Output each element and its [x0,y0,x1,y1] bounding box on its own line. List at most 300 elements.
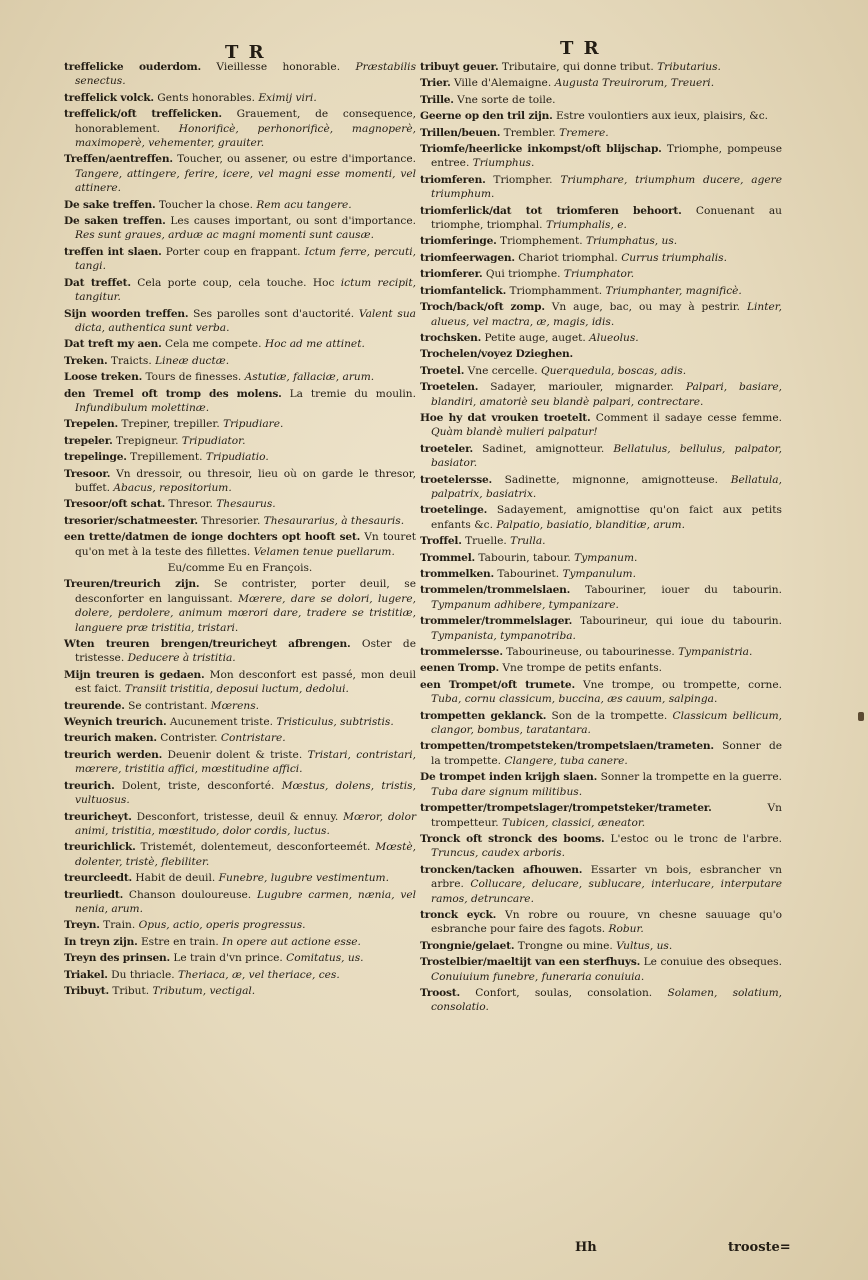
entry-latin: Velamen tenue puellarum. [253,545,395,558]
entry-french: La tremie du moulin. [289,387,416,400]
entry-french: Eu/comme Eu en François. [167,562,313,574]
entry-latin: Clangere, tuba canere. [504,754,628,767]
entry-headword: triomfeerwagen. [420,251,515,264]
entry-french: Triomphamment. [509,284,603,297]
entry-french: Chanson douloureuse. [128,888,252,901]
entry-french: Comment il sadaye cesse femme. [595,411,782,424]
entry-headword: De saken treffen. [64,215,166,228]
entry-headword: Mijn treuren is gedaen. [64,668,205,681]
entry-latin: Robur. [608,923,644,936]
dictionary-entry [420,863,782,906]
entry-headword: treurich maken. [64,732,157,745]
entry-latin: Infundibulum molettinæ. [75,401,210,414]
entry-latin: Tristiculus, subtristis. [276,716,394,729]
entry-headword: Dat treft my aen. [64,338,162,351]
entry-headword: troetelersse. [420,473,493,486]
dictionary-entry [64,968,416,982]
entry-french: Truelle. [465,535,507,548]
entry-latin: Alueolus. [589,331,639,344]
entry-headword: treuricheyt. [64,810,132,823]
entry-french: Confort, soulas, consolation. [475,986,653,999]
dictionary-entry [64,871,416,885]
entry-headword: trepeler. [64,434,113,447]
dictionary-entry [420,93,782,107]
entry-headword: troncken/tacken afhouwen. [420,863,583,876]
entry-french: Trongne ou mine. [517,939,613,952]
entry-headword: De sake treffen. [64,198,156,211]
dictionary-entry [64,354,416,368]
dictionary-entry [420,939,782,953]
entry-latin: Triumphanter, magnificè. [605,284,742,297]
entry-headword: tribuyt geuer. [420,61,499,73]
entry-headword: Treffen/aentreffen. [64,153,173,166]
entry-headword: Troost. [420,986,460,999]
entry-french: Son de la trompette. [551,709,668,722]
entry-latin: Lugubre carmen, nænia, vel nenia, arum. [75,888,416,915]
entry-french: Gents honorables. [157,91,255,104]
entry-french: Vne sorte de toile. [457,93,556,106]
entry-latin: Mœstus, dolens, tristis, vultuosus. [75,779,416,807]
entry-headword: triomfantelick. [420,284,507,297]
entry-headword: Geerne op den tril zijn. [420,110,553,123]
entry-french: Train. [103,919,136,932]
entry-french: Ses parolles sont d'auctorité. [193,307,355,320]
entry-headword: trommelken. [420,568,494,580]
entry-headword: Weynich treurich. [64,716,167,729]
dictionary-entry [420,364,782,378]
entry-french: Oster de tristesse. [75,638,416,665]
dictionary-entry [420,267,782,281]
entry-french: Les causes important, ou sont d'importance. [170,215,416,228]
entry-french: Toucher la chose. [158,198,254,211]
entry-french: Sadinet, amignotteur. [482,442,605,455]
entry-french: Cela me compete. [165,338,262,351]
entry-headword: triomferer. [420,268,483,281]
dictionary-entry [64,387,416,416]
entry-latin: Tympanulum. [562,568,636,580]
dictionary-entry [64,888,416,917]
entry-headword: triomferlick/dat tot triomferen behoort. [420,204,682,217]
entry-french: Aucunement triste. [169,716,273,729]
entry-latin: Astutiæ, fallaciæ, arum. [244,371,375,384]
entry-latin: Tubicen, classici, æneator. [502,816,646,829]
entry-french: Sadinette, mignonne, amignotteuse. [504,473,719,486]
signature-mark: Hh [575,1240,597,1255]
entry-latin: Classicum bellicum, clangor, bombus, taratantara. [431,709,783,737]
entry-latin: Contristare. [220,732,286,745]
dictionary-entry [64,810,416,839]
dictionary-entry [420,142,782,171]
entry-headword: Triomfe/heerlicke inkompst/oft blijschap. [420,143,662,156]
entry-french: Sadayer, mariouler, mignarder. [490,381,674,394]
entry-latin: Querquedula, boscas, adis. [541,364,687,377]
entry-french: Trembler. [503,126,556,139]
entry-latin: Lineæ ductæ. [155,354,230,367]
entry-french: Sonner la trompette en la guerre. [600,771,782,784]
entry-headword: Treyn des prinsen. [64,952,170,965]
dictionary-entry [64,918,416,932]
entry-headword: Tresoor/oft schat. [64,498,166,511]
catchword: trooste= [728,1240,791,1255]
entry-latin: Triumphus. [472,157,535,170]
entry-headword: trompetter/trompetslager/trompetsteker/trameter. [420,802,712,815]
entry-french: Thresorier. [201,514,261,527]
entry-latin: Valent sua dicta, authentica sunt verba. [75,307,416,334]
entry-latin: Tripudiare. [223,418,284,431]
dictionary-entry [420,173,782,202]
entry-latin: Tuba dare signum militibus. [431,785,583,798]
entry-headword: trompetten geklanck. [420,709,547,722]
entry-french: Deuenir dolent & triste. [167,748,303,761]
dictionary-entry [420,801,782,830]
entry-french: Estre voulontiers aux ieux, plaisirs, &c. [556,110,769,123]
entry-french: Du thriacle. [111,968,175,981]
entry-french: Triompher. [493,173,553,186]
entry-headword: Treken. [64,354,108,367]
dictionary-entry [64,152,416,195]
entry-latin: Transiit tristitia, deposui luctum, dedolui. [124,683,349,696]
entry-french: Qui triomphe. [485,268,561,281]
dictionary-entry [420,614,782,643]
entry-headword: Troffel. [420,535,462,548]
entry-french: Vn dressoir, ou thresoir, lieu où on garde le thresor, buffet. [75,467,416,494]
entry-latin: Palpari, basiare, blandiri, amatoriè seu blandè palpari, contrectare. [431,381,782,408]
entry-french: Petite auge, auget. [484,331,586,344]
dictionary-entry [64,434,416,448]
entry-latin: Theriaca, æ, vel theriace, ces. [178,968,340,981]
entry-headword: treurich. [64,779,115,792]
entry-french: Vne cercelle. [467,364,538,377]
entry-latin: Bellatula, palpatrix, basiatrix. [431,473,782,500]
entry-headword: treffelicke ouderdom. [64,61,202,73]
entry-latin: Collucare, delucare, sublucare, interlucare, interputare ramos, detruncare. [431,878,782,905]
entry-headword: Troch/back/oft zomp. [420,301,545,314]
dictionary-entry [420,567,782,581]
entry-latin: Tympanistria. [678,646,753,659]
running-head-left: T R [225,42,266,63]
entry-headword: Tronck oft stronck des booms. [420,832,605,845]
entry-headword: Sijn woorden treffen. [64,307,189,320]
entry-french: Conuenant au triomphe, triomphal. [431,204,783,232]
dictionary-entry [64,935,416,949]
entry-headword: treffen int slaen. [64,245,162,258]
entry-latin: Mœrere, dare se dolori, lugere, dolere, perdolere, animum mœrori dare, tradere se tristitiæ, languere præ tristitia, tristari. [75,592,417,634]
entry-headword: Troetel. [420,364,465,377]
entry-headword: Treyn. [64,919,100,932]
entry-french: Tours de finesses. [145,371,242,384]
entry-headword: treurich werden. [64,748,163,761]
entry-french: Triomphe, pompeuse entree. [431,143,782,170]
entry-latin: In opere aut actione esse. [222,935,361,948]
dictionary-entry [64,467,416,496]
dictionary-entry [420,908,782,937]
dictionary-entry [64,214,416,243]
dictionary-entry [64,748,416,777]
entry-french: Tabourineur, qui ioue du tabourin. [579,615,782,628]
dictionary-entry [64,561,416,575]
entry-latin: Trulla. [510,535,546,548]
entry-latin: Triumphator. [563,268,635,281]
entry-french: Chariot triomphal. [518,251,618,264]
dictionary-entry [420,551,782,565]
dictionary-entry [64,951,416,965]
entry-headword: Loose treken. [64,371,143,384]
entry-headword: eenen Tromp. [420,662,499,675]
entry-latin: Thesaurarius, à thesauris. [263,514,405,527]
entry-headword: Trillen/beuen. [420,126,501,139]
entry-latin: Opus, actio, operis progressus. [138,919,306,932]
entry-french: Tribut. [112,984,150,997]
entry-latin: Truncus, caudex arboris. [431,847,565,860]
entry-latin: Honorificè, perhonorificè, magnoperè, maximoperè, vehementer, grauiter. [75,122,417,150]
entry-french: Vn trompetteur. [431,802,782,829]
dictionary-entry [64,731,416,745]
entry-headword: Trongnie/gelaet. [420,939,515,952]
dictionary-entry [420,331,782,345]
entry-french: Vne trompe, ou trompette, corne. [582,678,783,691]
dictionary-entry [420,955,782,984]
entry-headword: trommeler/trommelslager. [420,615,573,628]
entry-latin: Triumphatus, us. [585,235,678,248]
running-head-right: T R [560,38,601,59]
entry-french: Vn auge, bac, ou may à pestrir. [551,301,741,314]
dictionary-entry [420,380,782,409]
dictionary-entry [420,739,782,768]
entry-french: Se contristant. [128,699,208,712]
entry-french: Vieillesse honorable. [216,61,341,73]
dictionary-entry [420,770,782,799]
entry-headword: Trostelbier/maeltijt van een sterfhuys. [420,956,641,969]
dictionary-entry [420,109,782,123]
entry-latin: Tuba, cornu classicum, buccina, æs cauum, salpinga. [431,693,718,706]
entry-headword: triomferen. [420,173,486,186]
entry-french: Vn robre ou rouure, vn chesne sauuage qu'o esbranche pour faire des fagots. [431,908,783,936]
dictionary-entry [420,661,782,675]
dictionary-entry [64,276,416,305]
entry-french: Mon desconfort est passé, mon deuil est faict. [75,668,416,696]
entry-latin: Mœstè, dolenter, tristè, flebiliter. [75,841,416,868]
entry-headword: triomferinge. [420,235,497,248]
entry-latin: Vultus, us. [616,939,673,952]
entry-latin: Mœror, dolor animi, tristitia, mœstitudo, dolor cordis, luctus. [75,810,417,837]
dictionary-entry [420,442,782,471]
entry-latin: Tripudiator. [181,434,246,447]
entry-latin: Triumphare, triumphum ducere, agere triumphum. [431,173,782,201]
entry-latin: Conuiuium funebre, funeraria conuiuia. [431,970,645,983]
entry-headword: treffelick volck. [64,91,154,104]
entry-french: Habit de deuil. [135,872,216,885]
entry-french: Trepillement. [130,451,203,464]
entry-latin: Præstabilis senectus. [75,61,417,88]
dictionary-entry [64,637,416,666]
entry-headword: Trier. [420,77,451,90]
dictionary-entry [64,107,416,150]
entry-french: Sonner de la trompette. [431,740,782,767]
dictionary-entry [420,534,782,548]
entry-french: Trepiner, trepiller. [121,418,220,431]
dictionary-entry [64,417,416,431]
entry-headword: trochsken. [420,331,482,344]
entry-french: Dolent, triste, desconforté. [121,779,275,792]
entry-headword: Trille. [420,93,454,106]
entry-latin: Palpatio, basiatio, blanditiæ, arum. [496,518,685,531]
dictionary-entry [420,300,782,329]
entry-latin: Bellatulus, bellulus, palpator, basiator. [431,442,782,470]
dictionary-entry [64,91,416,105]
entry-french: Ville d'Alemaigne. [453,77,552,90]
entry-french: Tributaire, qui donne tribut. [501,61,654,73]
entry-latin: Rem acu tangere. [256,198,352,211]
entry-headword: treurichlick. [64,841,136,854]
entry-headword: Triakel. [64,968,108,981]
entry-headword: trommelersse. [420,646,503,659]
entry-french: Vne trompe de petits enfants. [502,662,663,675]
dictionary-entry [64,307,416,336]
entry-headword: Hoe hy dat vrouken troetelt. [420,411,591,424]
right-column [420,60,782,1017]
entry-french: Contrister. [160,732,218,745]
entry-latin: Tributum, vectigal. [152,984,256,997]
entry-latin: Augusta Treuirorum, Treueri. [554,77,715,90]
entry-french: Toucher, ou assener, ou estre d'importance. [177,153,417,166]
entry-latin: Tympanista, tympanotriba. [431,629,576,642]
entry-latin: Linter, alueus, vel mactra, æ, magis, idis. [431,301,782,328]
entry-french: Grauement, de consequence, honorablement. [75,108,417,135]
entry-latin: Tripudiatio. [205,451,269,464]
dictionary-entry [420,347,782,361]
dictionary-entry [420,709,782,738]
entry-headword: Troetelen. [420,381,479,394]
entry-latin: ictum recipit, tangitur. [75,276,417,304]
entry-headword: In treyn zijn. [64,935,138,948]
dictionary-entry [64,60,416,89]
dictionary-entry [420,204,782,233]
dictionary-entry [64,530,416,559]
entry-headword: treurcleedt. [64,872,133,885]
dictionary-entry [64,577,416,635]
entry-french: Desconfort, tristesse, deuil & ennuy. [136,810,339,823]
entry-french: Triomphement. [500,235,583,248]
entry-latin: Tremere. [559,126,609,139]
entry-latin: Tristari, contristari, mœrere, tristitia affici, mœstitudine affici. [75,748,416,776]
entry-latin: Currus triumphalis. [621,251,727,264]
entry-french: Vn touret qu'on met à la teste des fillettes. [75,531,417,558]
dictionary-entry [420,583,782,612]
entry-french: Tabourineuse, ou tabourinesse. [506,646,675,659]
page-blemish [858,712,864,721]
dictionary-entry [64,198,416,212]
entry-latin: Triumphalis, e. [545,219,627,232]
dictionary-entry [420,60,782,74]
entry-headword: tresorier/schatmeester. [64,514,198,527]
dictionary-entry [64,668,416,697]
entry-french: Traicts. [110,354,152,367]
entry-french: Le train d'vn prince. [173,952,283,965]
dictionary-entry [420,832,782,861]
entry-headword: De trompet inden krijgh slaen. [420,771,598,784]
entry-french: Thresor. [168,498,213,511]
dictionary-entry [420,251,782,265]
entry-headword: Dat treffet. [64,276,131,289]
entry-headword: troeteler. [420,442,473,455]
left-column [64,60,416,1000]
entry-headword: Wten treuren brengen/treuricheyt afbrengen. [64,638,351,651]
dictionary-entry [64,514,416,528]
entry-latin: Mœrens. [210,699,260,712]
entry-latin: Tympanum adhibere, tympanizare. [431,598,619,611]
entry-french: Le conuiue des obseques. [643,956,782,969]
entry-french: Tabouriner, iouer du tabourin. [585,584,782,597]
dictionary-entry [64,779,416,808]
dictionary-entry [64,337,416,351]
dictionary-entry [420,503,782,532]
entry-french: Cela porte coup, cela touche. Hoc [137,276,335,289]
entry-latin: Deducere à tristitia. [127,652,236,665]
entry-latin: Abacus, repositorium. [113,481,232,494]
dictionary-entry [420,76,782,90]
entry-headword: treurliedt. [64,888,124,901]
entry-latin: Res sunt graues, arduæ ac magni momenti sunt causæ. [75,229,374,242]
entry-latin: Tributarius. [657,61,721,73]
entry-headword: treffelick/oft treffelicken. [64,108,222,121]
entry-latin: Solamen, solatium, consolatio. [431,986,782,1014]
entry-latin: Hoc ad me attinet. [264,338,365,351]
entry-french: Se contrister, porter deuil, se desconforter en languissant. [75,578,416,605]
entry-headword: Tresoor. [64,467,111,480]
entry-headword: Trochelen/voyez Dzieghen. [420,348,574,361]
entry-headword: Treuren/treurich zijn. [64,578,200,591]
entry-headword: trommelen/trommelslaen. [420,584,571,597]
entry-latin: Funebre, lugubre vestimentum. [218,872,389,885]
entry-headword: trompetten/trompetsteken/trompetslaen/trameten. [420,740,714,753]
entry-headword: troetelinge. [420,504,488,517]
dictionary-entry [420,284,782,298]
dictionary-entry [64,840,416,869]
dictionary-entry [64,245,416,274]
entry-latin: Quàm blandè mulieri palpatur! [431,426,598,439]
entry-latin: Thesaurus. [216,498,276,511]
entry-french: Sadayement, amignottise qu'on faict aux petits enfants &c. [431,504,782,531]
dictionary-entry [64,699,416,713]
entry-latin: Tangere, attingere, ferire, icere, vel magni esse momenti, vel attinere. [75,167,416,195]
entry-headword: Trommel. [420,551,476,564]
dictionary-entry [420,986,782,1015]
entry-french: Tabourin, tabour. [478,551,571,564]
dictionary-entry [420,473,782,502]
entry-french: Estre en train. [140,935,219,948]
entry-latin: Eximij viri. [258,91,317,104]
entry-headword: een trette/datmen de ionge dochters opt hooft set. [64,531,361,544]
entry-french: Porter coup en frappant. [165,245,301,258]
dictionary-entry [420,411,782,440]
entry-french: Trepigneur. [116,434,179,447]
entry-french: Tabourinet. [497,568,560,580]
dictionary-entry [420,678,782,707]
dictionary-entry [64,715,416,729]
entry-headword: trepelinge. [64,451,127,464]
entry-headword: tronck eyck. [420,908,497,921]
entry-french: Essarter vn bois, esbrancher vn arbre. [431,863,782,891]
entry-headword: den Tremel oft tromp des molens. [64,387,282,400]
entry-headword: Trepelen. [64,418,118,431]
dictionary-entry [64,497,416,511]
entry-latin: Tympanum. [574,551,638,564]
entry-headword: een Trompet/oft trumete. [420,678,575,691]
dictionary-entry [64,984,416,998]
entry-latin: Ictum ferre, percuti, tangi. [75,245,416,273]
entry-french: L'estoc ou le tronc de l'arbre. [610,832,782,845]
dictionary-entry [420,126,782,140]
